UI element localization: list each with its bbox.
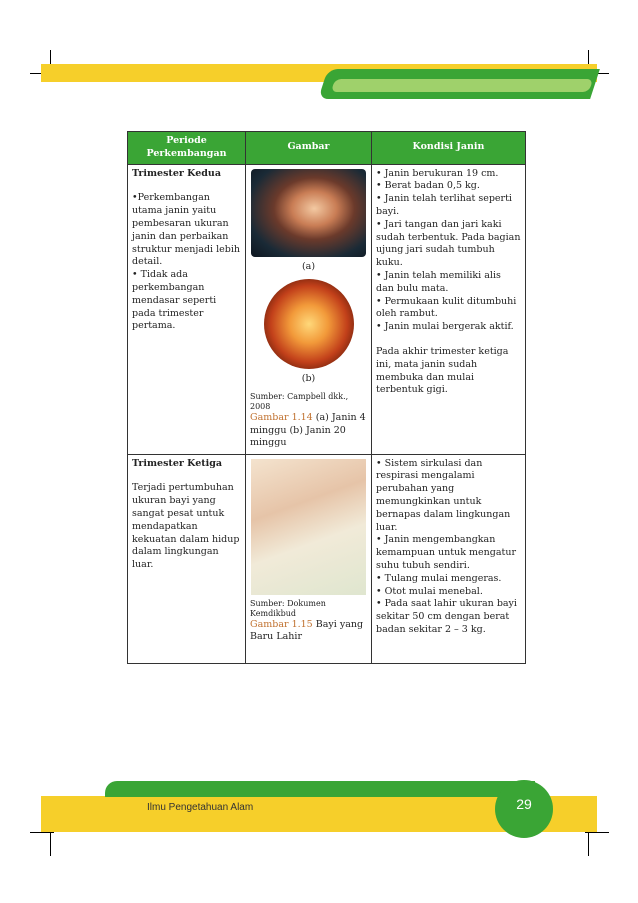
table-row — [128, 454, 526, 663]
table-row — [128, 164, 526, 454]
newborn-image — [251, 459, 366, 595]
condition-item: • Pada saat lahir ukuran bayi sekitar 50 cm dengan berat badan sekitar 2 – 3 kg. — [376, 598, 517, 636]
table-header-row — [128, 132, 526, 165]
header-tab-inner — [331, 79, 593, 92]
page-number: 29 — [495, 780, 553, 838]
condition-item: • Janin mengembangkan kemampuan untuk mengatur suhu tubuh sendiri. — [376, 534, 516, 572]
period-desc: •Perkembangan utama janin yaitu pembesaran ukuran janin dan perbaikan struktur menjadi lebih detail. — [132, 192, 241, 268]
image-cell — [246, 164, 372, 454]
figure-caption — [250, 619, 367, 644]
condition-cell — [372, 454, 526, 663]
image-label-a: (a) — [301, 260, 316, 272]
condition-item: • Tulang mulai mengeras. — [376, 572, 502, 584]
figure-number: Gambar 1.15 — [250, 618, 313, 630]
condition-item: • Janin telah memiliki alis dan bulu mata. — [376, 269, 501, 294]
period-title: Trimester Ketiga — [132, 457, 223, 469]
header-gambar: Gambar — [246, 132, 372, 165]
figure-number: Gambar 1.14 — [250, 412, 313, 424]
fetus-image-a — [251, 169, 366, 257]
figure-caption-text: (a) Janin 4 minggu (b) Janin 20 minggu — [250, 412, 366, 449]
condition-cell — [372, 164, 526, 454]
condition-note: Pada akhir trimester ketiga ini, mata janin sudah membuka dan mulai terbentuk gigi. — [376, 345, 509, 396]
condition-item: • Janin berukuran 19 cm. — [376, 167, 499, 179]
figure-caption — [250, 412, 367, 450]
fetal-development-table — [127, 131, 526, 664]
header-periode: Periode Perkembangan — [128, 132, 246, 165]
image-source: Sumber: Campbell dkk., 2008 — [250, 392, 349, 412]
fetus-image-b — [264, 279, 354, 369]
condition-item: • Sistem sirkulasi dan respirasi mengalami perubahan yang memungkinkan untuk bernapas dalam lingkungan luar. — [376, 457, 511, 533]
image-source: Sumber: Dokumen Kemdikbud — [250, 598, 326, 618]
period-title: Trimester Kedua — [132, 167, 221, 179]
condition-item: • Permukaan kulit ditumbuhi oleh rambut. — [376, 295, 517, 320]
image-cell — [246, 454, 372, 663]
crop-mark — [50, 832, 51, 856]
condition-item: • Janin telah terlihat seperti bayi. — [376, 193, 512, 217]
crop-mark — [30, 832, 54, 833]
period-cell — [128, 164, 246, 454]
crop-mark — [585, 832, 609, 833]
condition-item: • Janin mulai bergerak aktif. — [376, 321, 514, 333]
header-kondisi: Kondisi Janin — [372, 132, 526, 165]
condition-item: • Berat badan 0,5 kg. — [376, 180, 480, 192]
period-desc: Terjadi pertumbuhan ukuran bayi yang sangat pesat untuk mendapatkan kekuatan dalam hidup dalam lingkungan luar. — [132, 482, 240, 571]
crop-mark — [588, 832, 589, 856]
period-cell — [128, 454, 246, 663]
footer-book-title: Ilmu Pengetahuan Alam — [147, 802, 254, 813]
condition-item: • Jari tangan dan jari kaki sudah terbentuk. Pada bagian ujung jari sudah tumbuh kuku. — [376, 218, 521, 269]
footer-tab — [105, 781, 535, 797]
figure-caption-text: Bayi yang Baru Lahir — [250, 618, 364, 643]
image-label-b: (b) — [301, 373, 316, 385]
period-desc: • Tidak ada perkembangan mendasar seperti pada trimester pertama. — [132, 269, 217, 332]
condition-item: • Otot mulai menebal. — [376, 585, 483, 597]
